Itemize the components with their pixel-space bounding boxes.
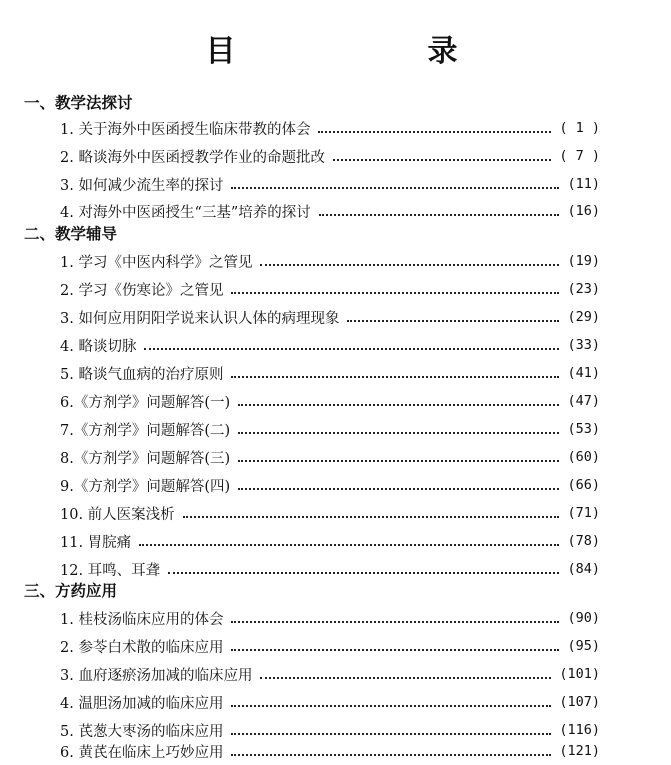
dot-leader	[238, 403, 559, 406]
dot-leader	[238, 459, 559, 462]
dot-leader	[231, 704, 551, 707]
toc-entry[interactable]	[60, 388, 600, 414]
toc-entry-title: 5. 略谈气血病的治疗原则	[60, 366, 224, 383]
dot-leader	[347, 319, 559, 322]
toc-entry-title: 1. 桂枝汤临床应用的体会	[60, 611, 224, 628]
toc-entry[interactable]	[60, 276, 600, 302]
toc-entry-title: 3. 如何应用阴阳学说来认识人体的病理现象	[60, 310, 340, 327]
toc-entry-title: 1. 学习《中医内科学》之管见	[60, 254, 253, 271]
dot-leader	[333, 158, 551, 161]
toc-page-number: (90)	[567, 610, 600, 626]
toc-entry[interactable]	[60, 689, 600, 715]
toc-page-number: (11)	[567, 176, 600, 192]
section-heading: 一、教学法探讨	[24, 94, 133, 112]
dot-leader	[144, 347, 559, 350]
dot-leader	[238, 431, 559, 434]
toc-page-number: (78)	[567, 533, 600, 549]
dot-leader	[139, 543, 559, 546]
dot-leader	[231, 186, 559, 189]
toc-entry[interactable]	[60, 248, 600, 274]
toc-entry-title: 2. 参苓白术散的临床应用	[60, 639, 224, 656]
dot-leader	[231, 753, 551, 756]
toc-entry-title: 1. 关于海外中医函授生临床带教的体会	[60, 121, 311, 138]
toc-entry[interactable]	[60, 416, 600, 442]
dot-leader	[231, 375, 559, 378]
toc-page-number: (16)	[567, 203, 600, 219]
dot-leader	[183, 515, 560, 518]
toc-page-number: (60)	[567, 449, 600, 465]
toc-entry-title: 5. 芪葱大枣汤的临床应用	[60, 723, 224, 740]
page-title: 目 录	[205, 34, 502, 69]
toc-entry-title: 2. 学习《伤寒论》之管见	[60, 282, 224, 299]
dot-leader	[231, 648, 559, 651]
toc-page-number: (101)	[559, 666, 600, 682]
toc-entry[interactable]	[60, 556, 600, 582]
toc-entry[interactable]	[60, 633, 600, 659]
dot-leader	[318, 130, 551, 133]
toc-entry[interactable]	[60, 500, 600, 526]
dot-leader	[260, 676, 551, 679]
toc-entry-title: 4. 温胆汤加减的临床应用	[60, 695, 224, 712]
toc-page-number: (47)	[567, 393, 600, 409]
dot-leader	[231, 732, 551, 735]
dot-leader	[319, 213, 560, 216]
toc-page-number: (116)	[559, 722, 600, 738]
toc-entry-title: 10. 前人医案浅析	[60, 506, 175, 523]
toc-page-number: (66)	[567, 477, 600, 493]
toc-entry-title: 12. 耳鸣、耳聋	[60, 562, 161, 579]
toc-entry[interactable]	[60, 115, 600, 141]
toc-entry[interactable]	[60, 444, 600, 470]
toc-page-number: ( 1 )	[559, 120, 600, 136]
toc-page-number: (23)	[567, 281, 600, 297]
toc-page-number: (121)	[559, 743, 600, 759]
toc-page-number: (95)	[567, 638, 600, 654]
toc-page-number: (19)	[567, 253, 600, 269]
dot-leader	[168, 571, 559, 574]
toc-entry[interactable]	[60, 304, 600, 330]
dot-leader	[260, 263, 559, 266]
section-heading: 三、方药应用	[24, 582, 118, 600]
toc-page-number: ( 7 )	[559, 148, 600, 164]
toc-page-number: (107)	[559, 694, 600, 710]
toc-entry-title: 3. 如何减少流生率的探讨	[60, 177, 224, 194]
dot-leader	[231, 291, 559, 294]
toc-entry-title: 6. 黄芪在临床上巧妙应用	[60, 744, 224, 761]
toc-page-number: (33)	[567, 337, 600, 353]
toc-entry[interactable]	[60, 143, 600, 169]
toc-entry[interactable]	[60, 528, 600, 554]
toc-entry[interactable]	[60, 738, 600, 764]
toc-entry-title: 3. 血府逐瘀汤加减的临床应用	[60, 667, 253, 684]
toc-entry-title: 6.《方剂学》问题解答(一)	[60, 394, 231, 411]
toc-entry[interactable]	[60, 332, 600, 358]
toc-entry-title: 4. 对海外中医函授生“三基”培养的探讨	[60, 204, 311, 221]
toc-page-number: (84)	[567, 561, 600, 577]
toc-page-number: (53)	[567, 421, 600, 437]
toc-page-number: (71)	[567, 505, 600, 521]
toc-entry-title: 11. 胃脘痛	[60, 534, 132, 551]
toc-entry[interactable]	[60, 661, 600, 687]
dot-leader	[231, 620, 559, 623]
toc-entry[interactable]	[60, 605, 600, 631]
toc-entry[interactable]	[60, 171, 600, 197]
toc-entry-title: 4. 略谈切脉	[60, 338, 137, 355]
dot-leader	[238, 487, 559, 490]
toc-entry-title: 8.《方剂学》问题解答(三)	[60, 450, 231, 467]
toc-page-number: (29)	[567, 309, 600, 325]
toc-entry[interactable]	[60, 198, 600, 224]
toc-page-number: (41)	[567, 365, 600, 381]
toc-entry-title: 9.《方剂学》问题解答(四)	[60, 478, 231, 495]
section-heading: 二、教学辅导	[24, 225, 118, 243]
toc-entry-title: 7.《方剂学》问题解答(二)	[60, 422, 231, 439]
toc-entry-title: 2. 略谈海外中医函授教学作业的命题批改	[60, 149, 325, 166]
toc-entry[interactable]	[60, 472, 600, 498]
toc-entry[interactable]	[60, 360, 600, 386]
